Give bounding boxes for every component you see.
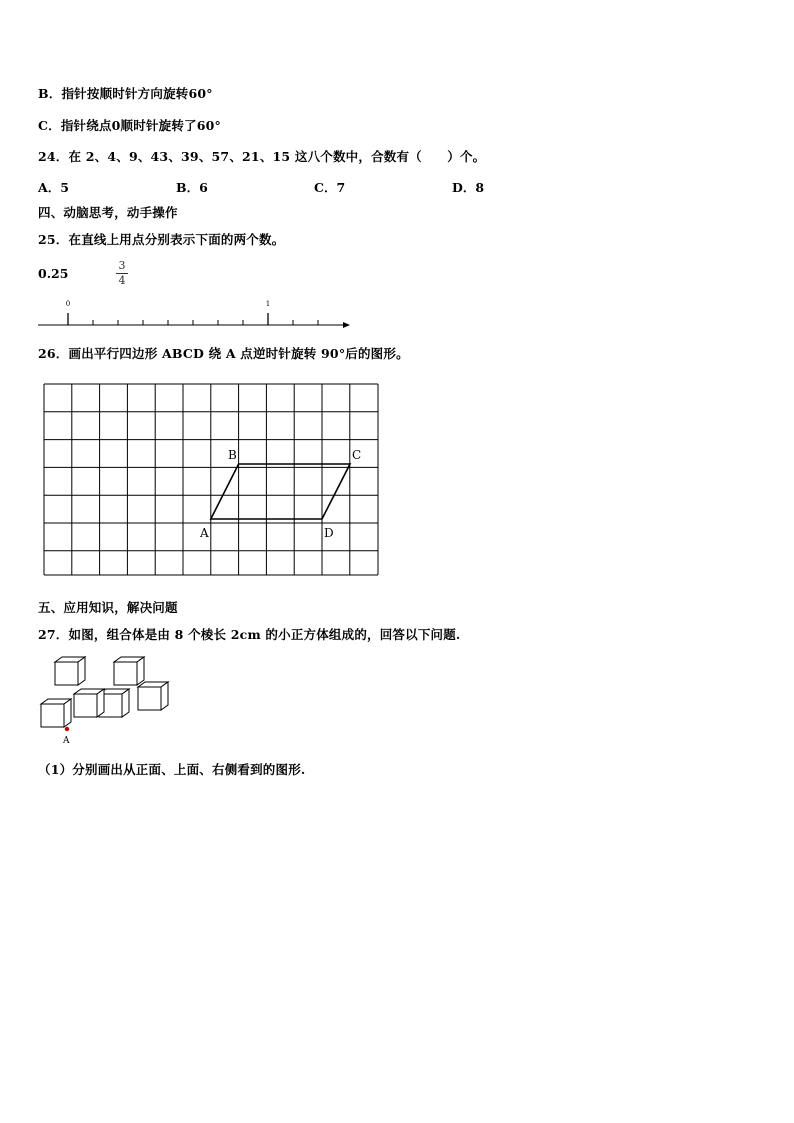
grid-figure [40, 380, 385, 580]
fraction-three-quarters [115, 259, 129, 288]
tick-label-zero: 0 [65, 300, 71, 308]
cube-assembly-figure [36, 654, 176, 746]
parallelogram-abcd [211, 464, 350, 519]
point-a-label: A [63, 736, 70, 746]
decimal-value: 0.25 [38, 266, 69, 281]
q24-option-b: B．6 [176, 180, 208, 195]
grid-lines [44, 384, 378, 575]
question-27-part-1: （1）分别画出从正面、上面、右侧看到的图形. [38, 762, 306, 777]
section-4-heading: 四、动脑思考，动手操作 [38, 205, 178, 220]
vertex-label-a: A [200, 526, 209, 540]
point-a-marker [65, 727, 69, 731]
cube-right [138, 682, 168, 710]
vertex-label-d: D [324, 526, 334, 540]
cube-front-left [41, 699, 71, 727]
fraction-denominator: 4 [118, 274, 126, 287]
option-b-text: B．指针按顺时针方向旋转60° [38, 86, 213, 101]
tick-label-one: 1 [265, 300, 271, 308]
question-25: 25．在直线上用点分别表示下面的两个数。 [38, 232, 285, 247]
vertex-label-b: B [228, 448, 237, 462]
number-line [30, 296, 360, 336]
cube-top-middle [114, 657, 144, 685]
cube-middle-1 [74, 689, 104, 717]
q24-option-d: D．8 [452, 180, 485, 195]
q24-option-a: A．5 [38, 180, 69, 195]
section-5-heading: 五、应用知识，解决问题 [38, 600, 178, 615]
fraction-numerator: 3 [118, 259, 126, 272]
question-26: 26．画出平行四边形 ABCD 绕 A 点逆时针旋转 90°后的图形。 [38, 346, 409, 361]
cube-top-left [55, 657, 85, 685]
vertex-label-c: C [352, 448, 362, 462]
q24-option-c: C．7 [314, 180, 346, 195]
question-27: 27．如图，组合体是由 8 个棱长 2cm 的小正方体组成的，回答以下问题. [38, 627, 461, 642]
question-24: 24．在 2、4、9、43、39、57、21、15 这八个数中，合数有（ ）个。 [38, 149, 486, 164]
option-c-text: C．指针绕点0顺时针旋转了60° [38, 118, 221, 133]
